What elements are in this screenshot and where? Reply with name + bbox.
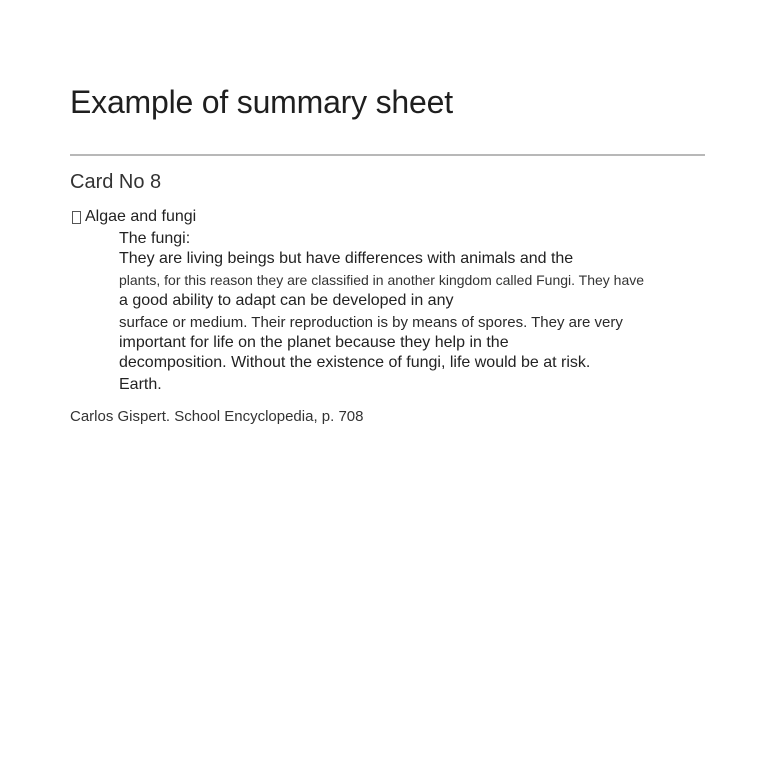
body-line: important for life on the planet because they help in the — [119, 334, 509, 351]
topic-label: Algae and fungi — [85, 208, 197, 225]
body-line: Earth. — [119, 376, 162, 393]
checkbox-placeholder-icon — [72, 211, 81, 224]
body-line: surface or medium. Their reproduction is by means of spores. They are very — [119, 314, 623, 331]
body-line: plants, for this reason they are classified in another kingdom called Fungi. They have — [119, 272, 645, 288]
citation: Carlos Gispert. School Encyclopedia, p. 708 — [70, 408, 364, 425]
page-title: Example of summary sheet — [70, 84, 453, 120]
body-line: decomposition. Without the existence of fungi, life would be at risk. — [119, 354, 591, 371]
body-line: They are living beings but have differences with animals and the — [119, 250, 574, 267]
divider — [70, 154, 705, 156]
topic-heading — [70, 208, 196, 226]
body-line: The fungi: — [119, 230, 191, 247]
card-label: Card No 8 — [70, 171, 162, 193]
body-line: a good ability to adapt can be developed in any — [119, 292, 454, 309]
